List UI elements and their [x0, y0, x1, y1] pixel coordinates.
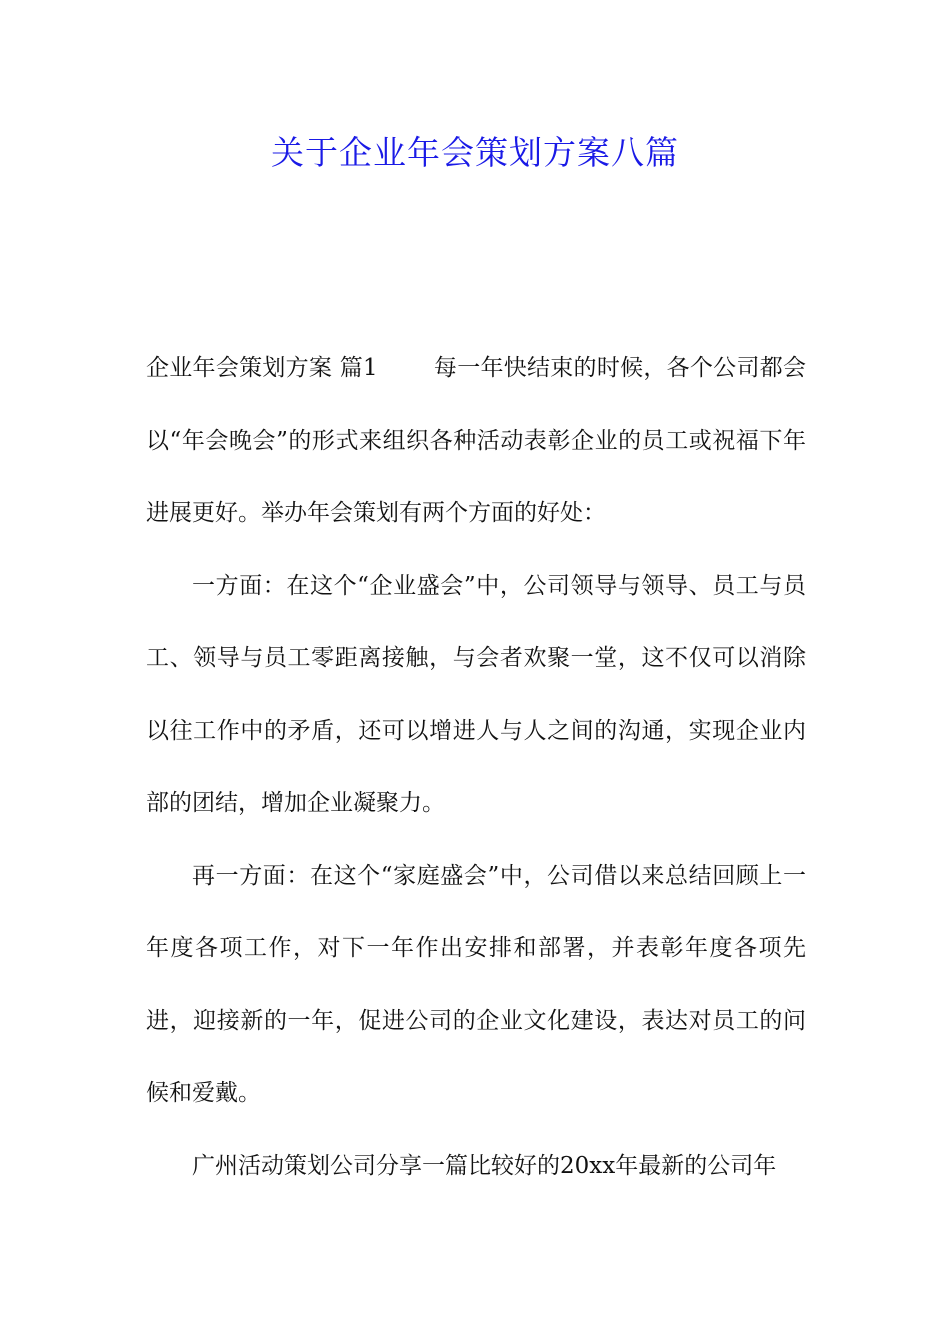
paragraph-intro: [146, 332, 806, 550]
paragraph: 广州活动策划公司分享一篇比较好的20xx年最新的公司年: [192, 1152, 777, 1179]
section-label: 企业年会策划方案 篇1: [146, 355, 378, 381]
document-body: [146, 332, 806, 1202]
paragraph: 再一方面：在这个“家庭盛会”中，公司借以来总结回顾上一年度各项工作，对下一年作出安排和部署，并表彰年度各项先进，迎接新的一年，促进公司的企业文化建设，表达对员工的问候和爱戴。: [146, 862, 806, 1106]
paragraph-text: 每一年快结束的时候，各个公司都会以“年会晚会”的形式来组织各种活动表彰企业的员工或祝福下年进展更好。举办年会策划有两个方面的好处：: [146, 355, 806, 526]
paragraph: 一方面：在这个“企业盛会”中，公司领导与领导、员工与员工、领导与员工零距离接触，与会者欢聚一堂，这不仅可以消除以往工作中的矛盾，还可以增进人与人之间的沟通，实现企业内部的团结，增加企业凝聚力。: [146, 572, 806, 816]
document-title: 关于企业年会策划方案八篇: [271, 133, 679, 172]
